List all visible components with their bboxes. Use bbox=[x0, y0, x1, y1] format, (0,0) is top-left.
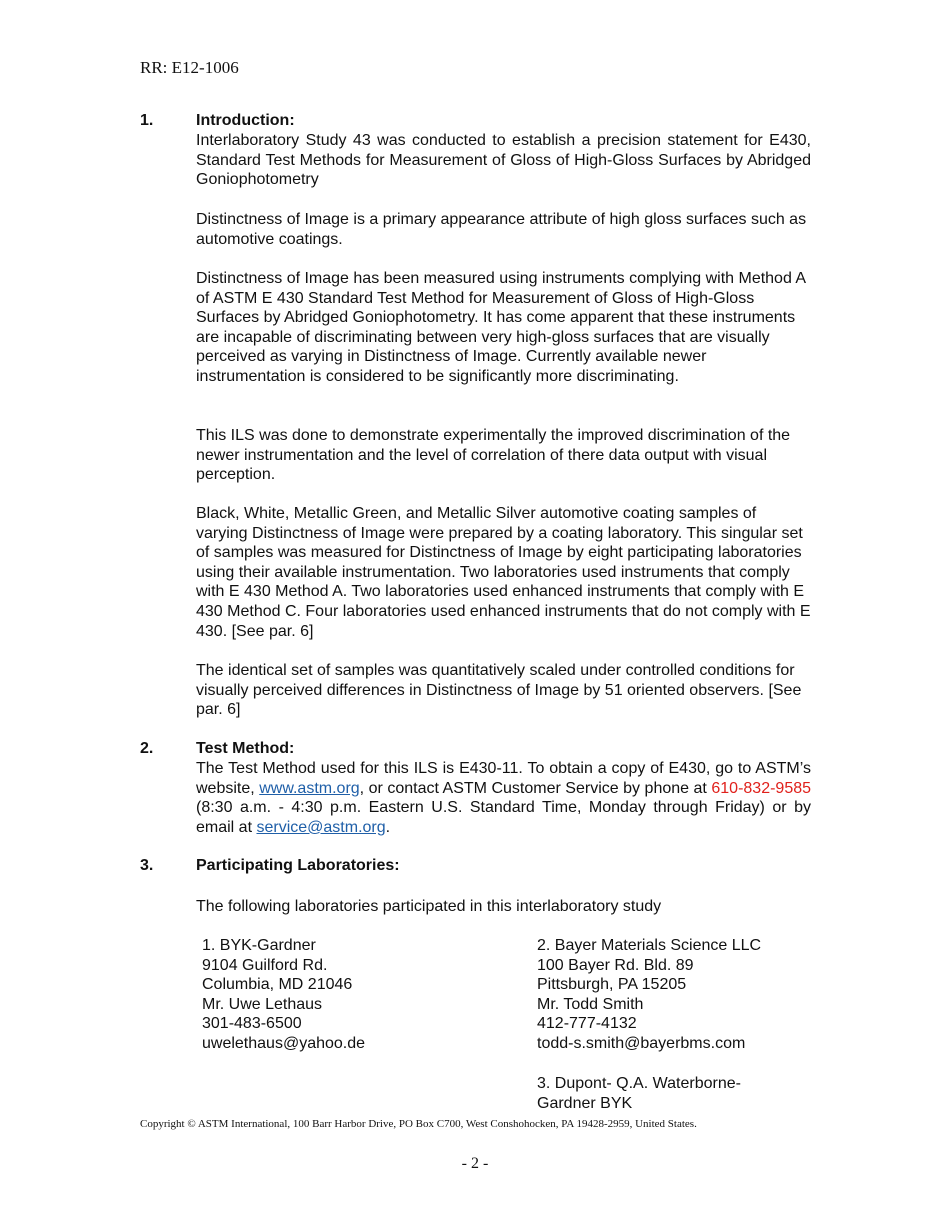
lab-address-line-1: 9104 Guilford Rd. bbox=[202, 956, 328, 974]
lab-phone: 301-483-6500 bbox=[202, 1015, 302, 1033]
lab-name: 1. BYK-Gardner bbox=[202, 937, 316, 954]
lab-name-line-2: Gardner BYK bbox=[537, 1094, 633, 1112]
intro-paragraph-2: Distinctness of Image is a primary appearance attribute of high gloss surfaces such as automotive coatings. bbox=[196, 211, 807, 248]
lab-address-line-2: Pittsburgh, PA 15205 bbox=[537, 976, 687, 994]
astm-website-link[interactable]: www.astm.org bbox=[259, 779, 360, 797]
test-method-text-3: (8:30 a.m. - 4:30 p.m. Eastern U.S. Standard Time, Monday through Friday) or by email at bbox=[196, 799, 811, 836]
test-method-paragraph bbox=[196, 759, 811, 837]
lab-entry-byk-gardner bbox=[202, 936, 365, 1054]
service-email-link[interactable]: service@astm.org bbox=[256, 818, 386, 836]
intro-paragraph-4: This ILS was done to demonstrate experimentally the improved discrimination of the newer instrumentation and the level of correlation of there data output with visual perception. bbox=[196, 427, 791, 484]
section-title-introduction: Introduction: bbox=[196, 112, 295, 129]
lab-phone: 412-777-4132 bbox=[537, 1015, 637, 1033]
section-number-labs: 3. bbox=[140, 857, 154, 874]
intro-paragraph-3: Distinctness of Image has been measured using instruments complying with Method A of ASTM E 430 Standard Test Method for Measurement of Gloss of High-Gloss Surfaces by Abridged Goniophotometry. It has come apparent that these instruments are incapable of discriminating between very high-gloss surfaces that are visually perceived as varying in Distinctness of Image. Currently available newer instrumentation is considered to be significantly more discriminating. bbox=[196, 270, 806, 385]
lab-email: todd-s.smith@bayerbms.com bbox=[537, 1034, 746, 1052]
customer-service-phone: 610-832-9585 bbox=[711, 779, 812, 797]
test-method-text-4: . bbox=[385, 818, 391, 836]
intro-paragraph-1: Interlaboratory Study 43 was conducted to establish a precision statement for E430, Standard Test Methods for Measurement of Gloss of High-Gloss Surfaces by Abridged Goniophotometry bbox=[196, 132, 811, 189]
intro-paragraph-6: The identical set of samples was quantitatively scaled under controlled conditions for visually perceived differences in Distinctness of Image by 51 oriented observers. [See par. 6] bbox=[196, 662, 802, 719]
section-title-test-method: Test Method: bbox=[196, 740, 295, 757]
lab-address-line-1: 100 Bayer Rd. Bld. 89 bbox=[537, 956, 694, 974]
test-method-text-1: The Test Method used for this ILS is E430-11. To obtain a copy of E430, go to ASTM’s website, bbox=[196, 760, 811, 797]
labs-intro: The following laboratories participated in this interlaboratory study bbox=[196, 898, 662, 915]
lab-name-line-1: 3. Dupont- Q.A. Waterborne- bbox=[537, 1075, 741, 1092]
test-method-text-2: , or contact ASTM Customer Service by phone at bbox=[359, 779, 712, 797]
section-title-labs: Participating Laboratories: bbox=[196, 857, 400, 874]
section-number-test-method: 2. bbox=[140, 740, 154, 757]
document-id-header: RR: E12-1006 bbox=[140, 58, 239, 77]
lab-name: 2. Bayer Materials Science LLC bbox=[537, 937, 762, 954]
intro-paragraph-5: Black, White, Metallic Green, and Metallic Silver automotive coating samples of varying Distinctness of Image were prepared by a coating laboratory. This singular set of samples was measured for Distinctness of Image by eight participating laboratories using their available instrumentation. Two laboratories used instruments that comply with E 430 Method A. Two laboratories used enhanced instruments that comply with E 430 Method C. Four laboratories used enhanced instruments that do not comply with E 430. [See par. 6] bbox=[196, 505, 811, 640]
lab-email: uwelethaus@yahoo.de bbox=[202, 1034, 366, 1052]
lab-contact: Mr. Todd Smith bbox=[537, 995, 644, 1013]
section-number-introduction: 1. bbox=[140, 112, 154, 129]
lab-entry-bayer bbox=[537, 936, 761, 1054]
lab-entry-dupont bbox=[537, 1074, 741, 1113]
page-number: - 2 - bbox=[461, 1155, 489, 1172]
lab-address-line-2: Columbia, MD 21046 bbox=[202, 976, 353, 994]
copyright-footer: Copyright © ASTM International, 100 Barr Harbor Drive, PO Box C700, West Conshohocken, PA 19428-2959, United States. bbox=[140, 1118, 697, 1130]
lab-contact: Mr. Uwe Lethaus bbox=[202, 995, 323, 1013]
